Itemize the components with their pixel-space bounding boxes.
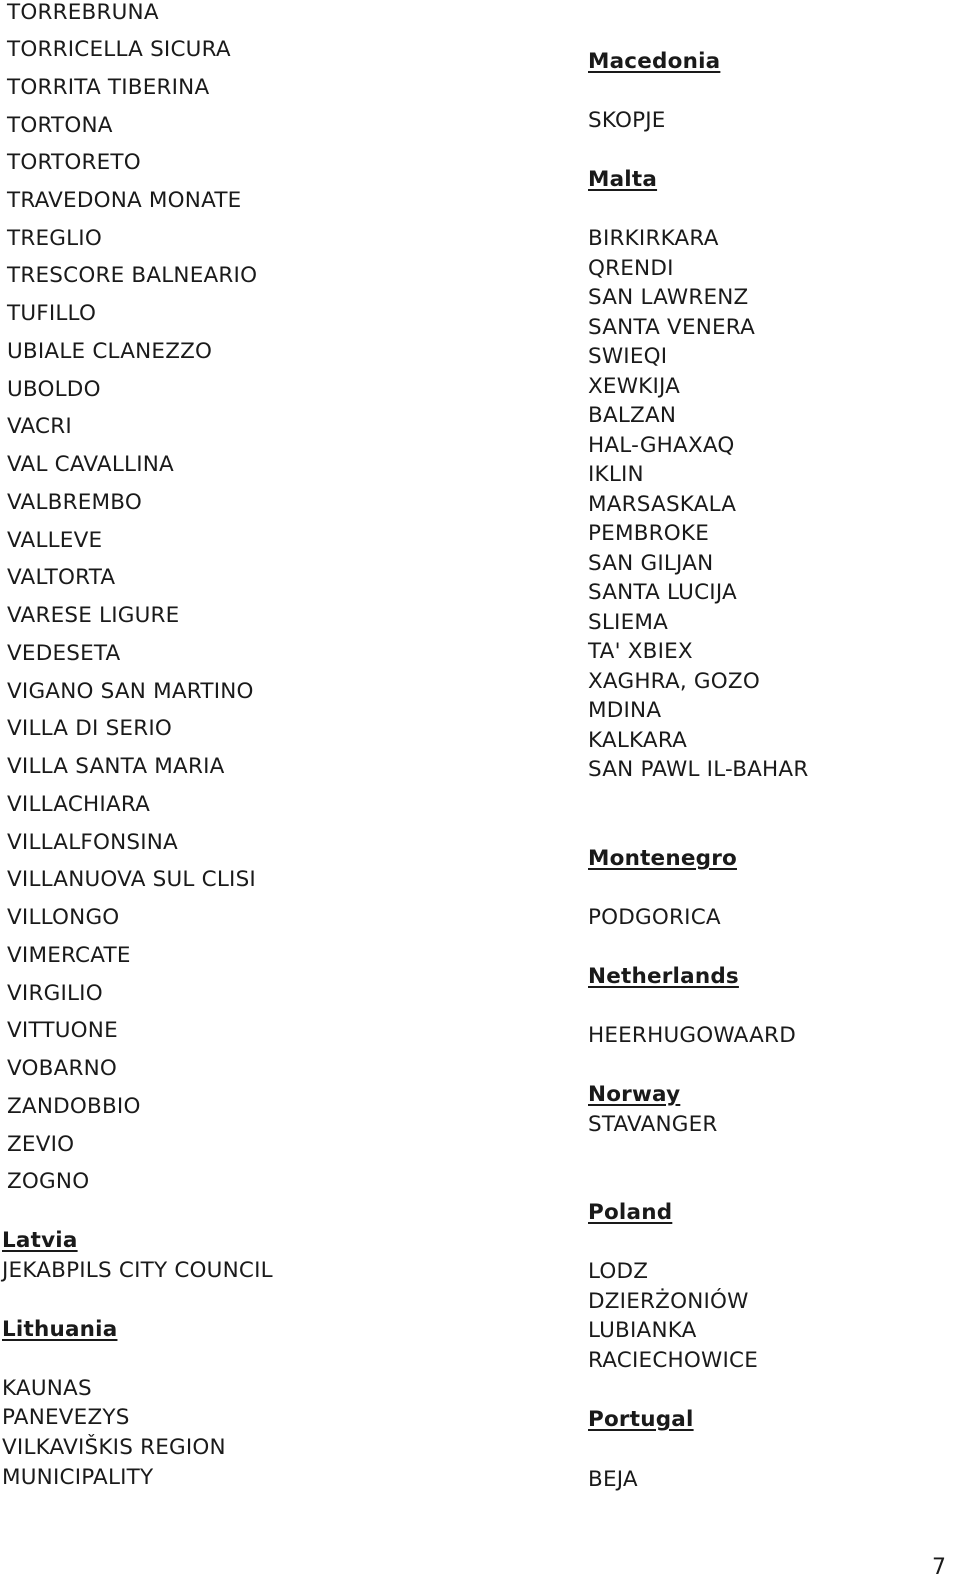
country-heading-malta: Malta [588, 167, 658, 192]
list-item: VILLALFONSINA [7, 830, 178, 855]
country-heading-portugal: Portugal [588, 1407, 694, 1432]
list-item: DZIERŻONIÓW [588, 1289, 749, 1314]
list-item: SAN GILJAN [588, 551, 714, 576]
list-item: JEKABPILS CITY COUNCIL [2, 1258, 273, 1283]
list-item: TA' XBIEX [588, 639, 693, 664]
list-item: VALBREMBO [7, 490, 142, 515]
country-heading-lithuania: Lithuania [2, 1317, 118, 1342]
list-item: UBIALE CLANEZZO [7, 339, 213, 364]
list-item: VILLACHIARA [7, 792, 151, 817]
list-item: BALZAN [588, 403, 677, 428]
list-item: SANTA VENERA [588, 315, 755, 340]
list-item: VILLONGO [7, 905, 120, 930]
list-item: HEERHUGOWAARD [588, 1023, 796, 1048]
list-item: VAL CAVALLINA [7, 452, 174, 477]
list-item: TREGLIO [7, 226, 102, 251]
list-item: PODGORICA [588, 905, 721, 930]
list-item: TORTORETO [7, 150, 141, 175]
list-item: BIRKIRKARA [588, 226, 719, 251]
list-item: VOBARNO [7, 1056, 118, 1081]
list-item: TORRICELLA SICURA [7, 37, 231, 62]
country-heading-latvia: Latvia [2, 1228, 78, 1253]
list-item: HAL-GHAXAQ [588, 433, 735, 458]
list-item: SLIEMA [588, 610, 669, 635]
list-item: VEDESETA [7, 641, 121, 666]
list-item: UBOLDO [7, 377, 101, 402]
list-item: VILLA DI SERIO [7, 716, 173, 741]
list-item: PANEVEZYS [2, 1405, 130, 1430]
country-heading-montenegro: Montenegro [588, 846, 737, 871]
list-item: QRENDI [588, 256, 674, 281]
list-item: VALTORTA [7, 565, 116, 590]
list-item: VIRGILIO [7, 981, 103, 1006]
list-item: TORREBRUNA [7, 0, 159, 25]
list-item: KALKARA [588, 728, 688, 753]
list-item: SAN LAWRENZ [588, 285, 749, 310]
list-item: IKLIN [588, 462, 644, 487]
list-item: VILKAVIŠKIS REGION [2, 1435, 226, 1460]
list-item: MDINA [588, 698, 662, 723]
list-item: VARESE LIGURE [7, 603, 180, 628]
page-number: 7 [932, 1555, 946, 1580]
list-item: MUNICIPALITY [2, 1465, 154, 1490]
list-item: BEJA [588, 1467, 638, 1492]
country-heading-poland: Poland [588, 1200, 673, 1225]
list-item: SAN PAWL IL-BAHAR [588, 757, 809, 782]
list-item: PEMBROKE [588, 521, 709, 546]
list-item: ZEVIO [7, 1132, 75, 1157]
list-item: TRESCORE BALNEARIO [7, 263, 258, 288]
list-item: ZANDOBBIO [7, 1094, 141, 1119]
list-item: MARSASKALA [588, 492, 737, 517]
list-item: LODZ [588, 1259, 649, 1284]
list-item: SKOPJE [588, 108, 666, 133]
country-heading-norway: Norway [588, 1082, 681, 1107]
country-heading-netherlands: Netherlands [588, 964, 739, 989]
list-item: STAVANGER [588, 1112, 718, 1137]
list-item: XEWKIJA [588, 374, 681, 399]
list-item: RACIECHOWICE [588, 1348, 759, 1373]
list-item: VITTUONE [7, 1018, 118, 1043]
list-item: TORRITA TIBERINA [7, 75, 210, 100]
list-item: VILLA SANTA MARIA [7, 754, 225, 779]
list-item: TORTONA [7, 113, 113, 138]
list-item: VALLEVE [7, 528, 103, 553]
list-item: LUBIANKA [588, 1318, 697, 1343]
list-item: VIMERCATE [7, 943, 131, 968]
list-item: VILLANUOVA SUL CLISI [7, 867, 256, 892]
list-item: TRAVEDONA MONATE [7, 188, 242, 213]
list-item: ZOGNO [7, 1169, 90, 1194]
country-heading-macedonia: Macedonia [588, 49, 721, 74]
list-item: SWIEQI [588, 344, 668, 369]
list-item: TUFILLO [7, 301, 97, 326]
list-item: VACRI [7, 414, 72, 439]
list-item: VIGANO SAN MARTINO [7, 679, 254, 704]
list-item: XAGHRA, GOZO [588, 669, 760, 694]
list-item: KAUNAS [2, 1376, 92, 1401]
list-item: SANTA LUCIJA [588, 580, 737, 605]
